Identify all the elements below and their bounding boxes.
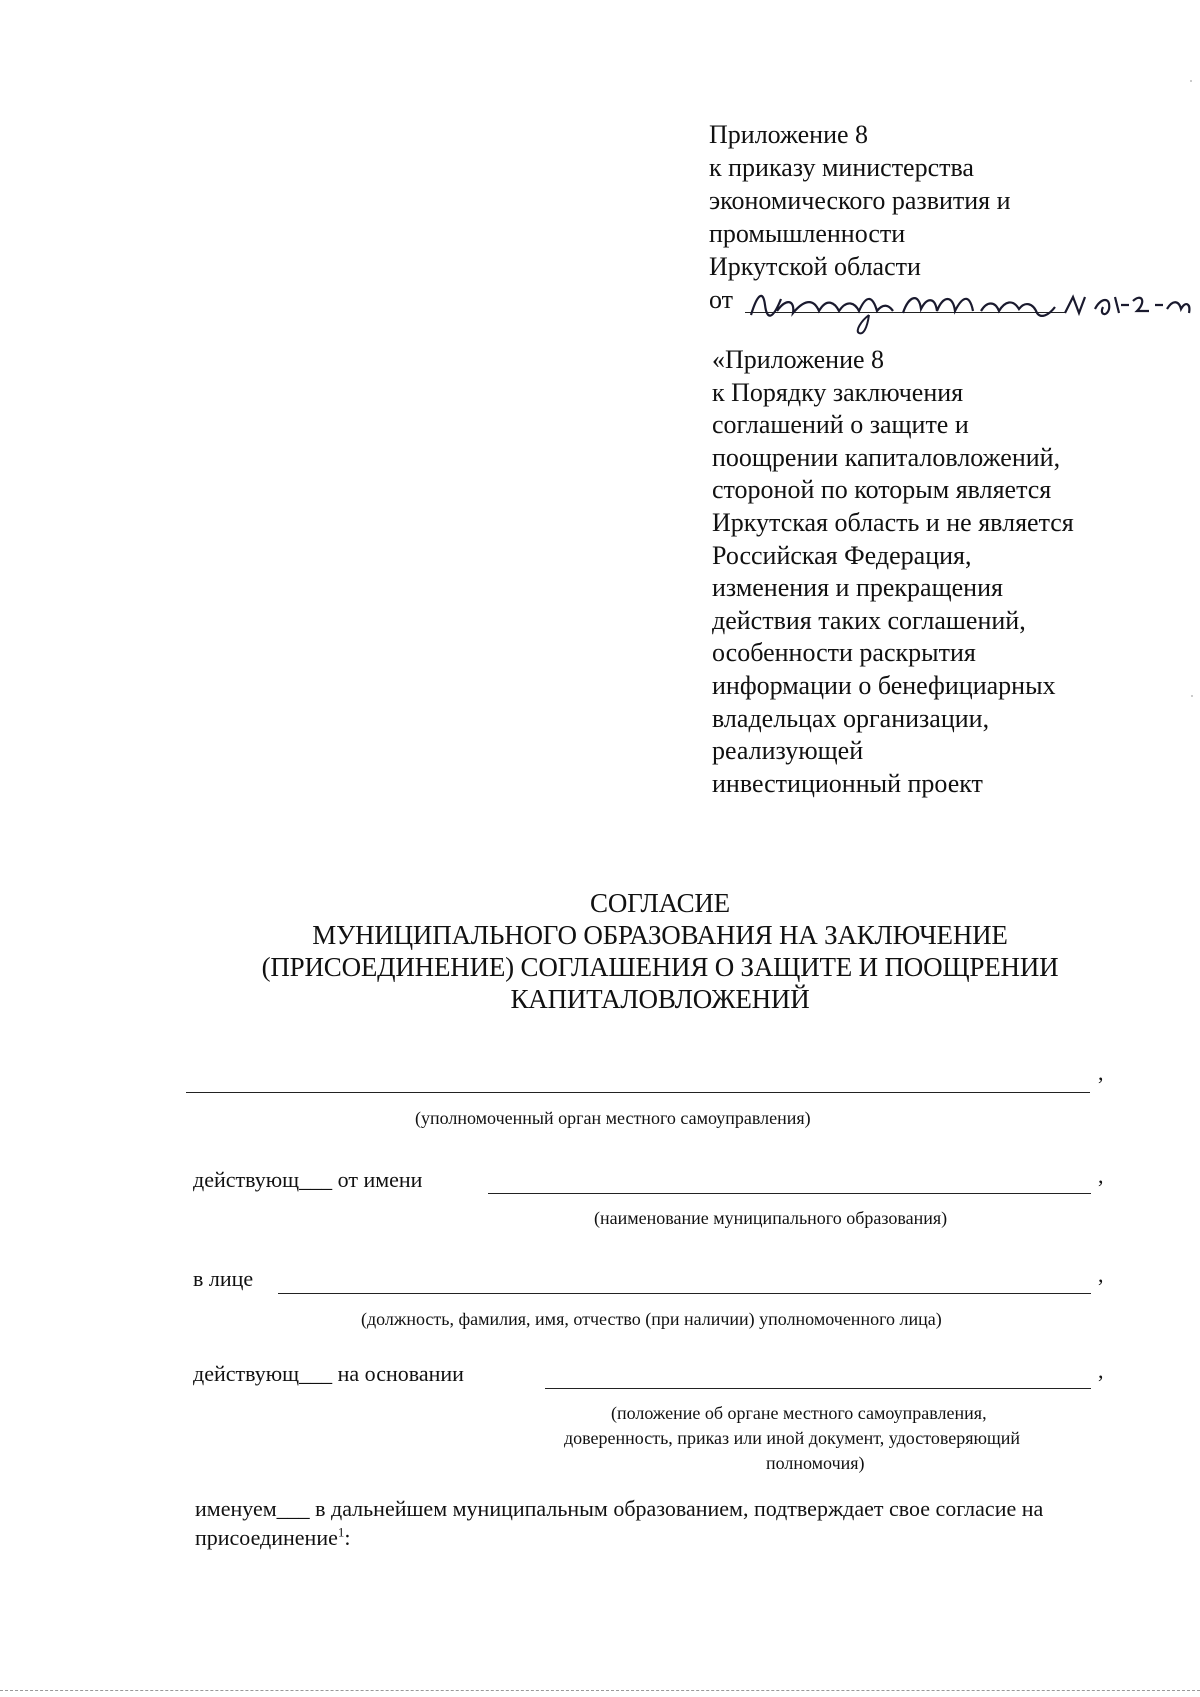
field-basis-caption-1: (положение об органе местного самоуправления, [611, 1403, 987, 1423]
field-municipality-line[interactable] [488, 1193, 1091, 1194]
procedure-line: реализующей [712, 736, 864, 766]
appendix-header [709, 118, 1011, 316]
procedure-line: Российская Федерация, [712, 540, 972, 570]
scan-speck [1191, 695, 1193, 697]
appendix-line: к приказу министерства [709, 153, 974, 182]
title-line: (ПРИСОЕДИНЕНИЕ) СОГЛАШЕНИЯ О ЗАЩИТЕ И ПООЩРЕНИИ [261, 952, 1059, 982]
appendix-line: экономического развития и [709, 186, 1011, 215]
title-line: СОГЛАСИЕ [590, 888, 730, 918]
scan-speck [1190, 80, 1192, 82]
procedure-line: стороной по которым является [712, 475, 1052, 505]
appendix-line: Приложение 8 [709, 120, 869, 149]
procedure-line: поощрении капиталовложений, [712, 442, 1061, 472]
acting-on-behalf-label: действующ___ от имени [193, 1167, 423, 1192]
field-representative-caption: (должность, фамилия, имя, отчество (при наличии) уполномоченного лица) [361, 1309, 942, 1329]
procedure-line: инвестиционный проект [712, 768, 983, 798]
appendix-date-line [709, 283, 1011, 316]
page-bottom-edge [0, 1690, 1200, 1691]
field-basis-caption-2: доверенность, приказ или иной документ, удостоверяющий [564, 1428, 1021, 1448]
consent-line-2: присоединение$^1$: [195, 1524, 351, 1550]
consent-paragraph [195, 1494, 1155, 1552]
field-basis-caption-3: полномочия) [766, 1453, 865, 1473]
field-municipality-caption: (наименование муниципального образования) [594, 1208, 948, 1228]
procedure-line: Иркутская область и не является [712, 507, 1074, 537]
represented-by-label: в лице [193, 1266, 254, 1291]
field-representative-line[interactable] [278, 1293, 1091, 1294]
procedure-line: владельцах организации, [712, 703, 990, 733]
handwritten-date-signature [743, 275, 1193, 335]
procedure-line: к Порядку заключения [712, 377, 964, 407]
field-comma: , [1098, 1358, 1104, 1383]
field-comma: , [1098, 1262, 1104, 1287]
procedure-line: «Приложение 8 [712, 345, 885, 374]
field-comma: , [1098, 1060, 1104, 1085]
procedure-line: особенности раскрытия [712, 638, 976, 668]
footnote-marker: 1 [337, 1524, 345, 1540]
from-prefix: от [709, 285, 734, 314]
field-comma: , [1098, 1163, 1104, 1188]
procedure-line: действия таких соглашений, [712, 605, 1026, 635]
field-authority-caption: (уполномоченный орган местного самоуправления) [415, 1108, 811, 1128]
procedure-line: изменения и прекращения [712, 573, 1003, 603]
appendix-to-procedure [712, 344, 1074, 800]
acting-basis-label: действующ___ на основании [193, 1361, 464, 1386]
document-title [180, 887, 1140, 1015]
appendix-line: промышленности [709, 219, 906, 248]
consent-line-1: именуем___ в дальнейшем муниципальным образованием, подтверждает свое согласие на [195, 1496, 1044, 1521]
title-line: МУНИЦИПАЛЬНОГО ОБРАЗОВАНИЯ НА ЗАКЛЮЧЕНИЕ [312, 920, 1008, 950]
procedure-line: информации о бенефициарных [712, 670, 1056, 700]
field-basis-line[interactable] [545, 1388, 1091, 1389]
appendix-line: Иркутской области [709, 252, 921, 281]
field-authority-line[interactable] [186, 1092, 1090, 1093]
title-line: КАПИТАЛОВЛОЖЕНИЙ [510, 984, 810, 1014]
procedure-line: соглашений о защите и [712, 410, 969, 440]
